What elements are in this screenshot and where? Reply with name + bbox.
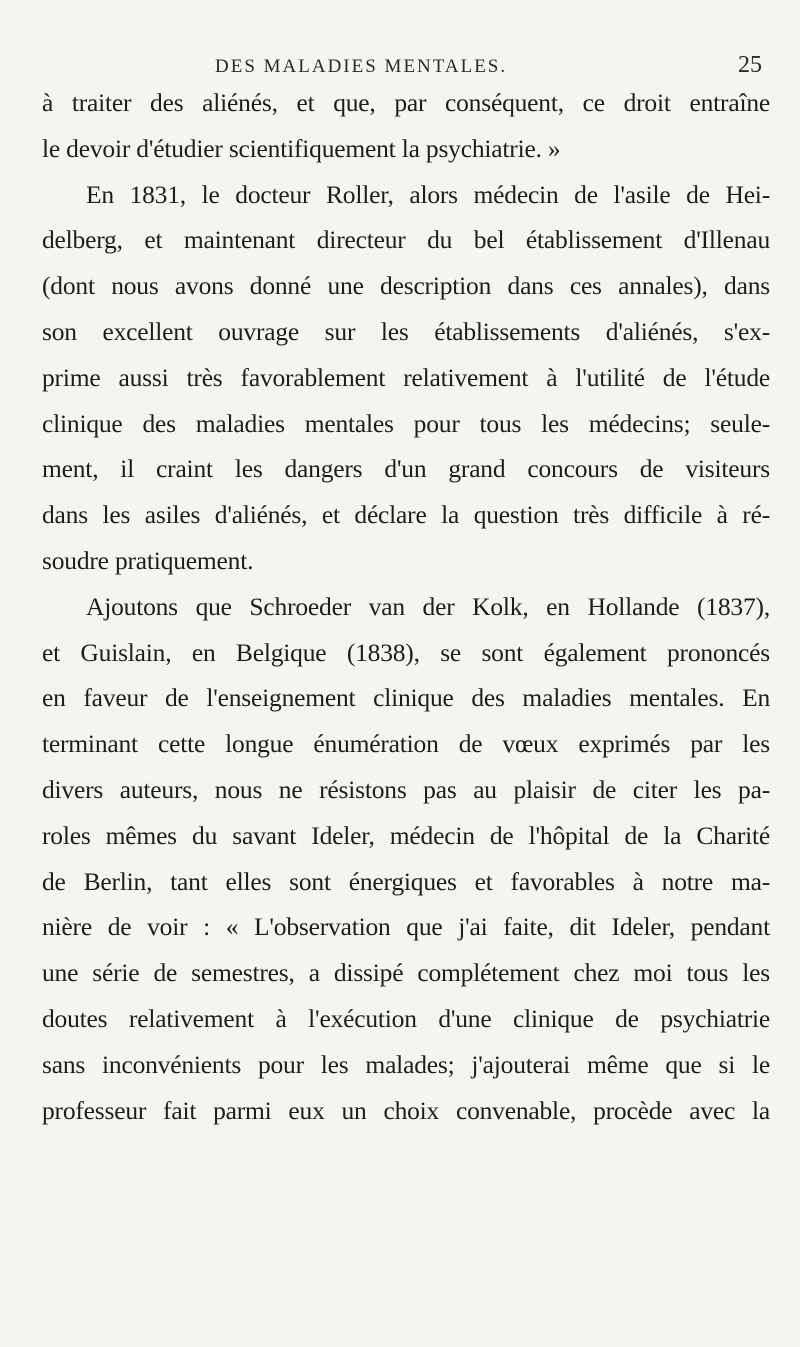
text-line: nière de voir : « L'observation que j'ai faite, dit Ideler, pendant xyxy=(42,912,770,942)
text-line: soudre pratiquement. xyxy=(42,545,254,575)
text-line: terminant cette longue énumération de vœux exprimés par les xyxy=(42,729,770,759)
text-line: son excellent ouvrage sur les établissements d'aliénés, s'ex- xyxy=(42,316,770,346)
text-line: roles mêmes du savant Ideler, médecin de l'hôpital de la Charité xyxy=(42,820,770,850)
text-line: delberg, et maintenant directeur du bel établissement d'Illenau xyxy=(42,225,770,255)
body-text xyxy=(42,80,770,1133)
text-line: dans les asiles d'aliénés, et déclare la question très difficile à ré- xyxy=(42,500,770,530)
page-number: 25 xyxy=(738,52,762,78)
running-title: DES MALADIES MENTALES. xyxy=(215,56,508,77)
text-line: en faveur de l'enseignement clinique des maladies mentales. En xyxy=(42,683,770,713)
text-line: clinique des maladies mentales pour tous les médecins; seule- xyxy=(42,408,770,438)
text-line: de Berlin, tant elles sont énergiques et favorables à notre ma- xyxy=(42,866,770,896)
text-line: En 1831, le docteur Roller, alors médecin de l'asile de Hei- xyxy=(86,179,770,209)
text-line: le devoir d'étudier scientifiquement la psychiatrie. » xyxy=(42,133,561,163)
text-line: ment, il craint les dangers d'un grand concours de visiteurs xyxy=(42,454,770,484)
text-line: Ajoutons que Schroeder van der Kolk, en Hollande (1837), xyxy=(86,591,770,621)
text-line: une série de semestres, a dissipé complétement chez moi tous les xyxy=(42,958,770,988)
text-line: sans inconvénients pour les malades; j'ajouterai même que si le xyxy=(42,1049,770,1079)
text-line: professeur fait parmi eux un choix convenable, procède avec la xyxy=(42,1095,770,1125)
text-line: doutes relativement à l'exécution d'une clinique de psychiatrie xyxy=(42,1003,770,1033)
text-line: et Guislain, en Belgique (1838), se sont également prononcés xyxy=(42,637,770,667)
text-line: (dont nous avons donné une description dans ces annales), dans xyxy=(42,271,770,301)
text-line: à traiter des aliénés, et que, par conséquent, ce droit entraîne xyxy=(42,88,770,117)
text-line: prime aussi très favorablement relativement à l'utilité de l'étude xyxy=(42,362,770,392)
text-line: divers auteurs, nous ne résistons pas au plaisir de citer les pa- xyxy=(42,774,770,804)
